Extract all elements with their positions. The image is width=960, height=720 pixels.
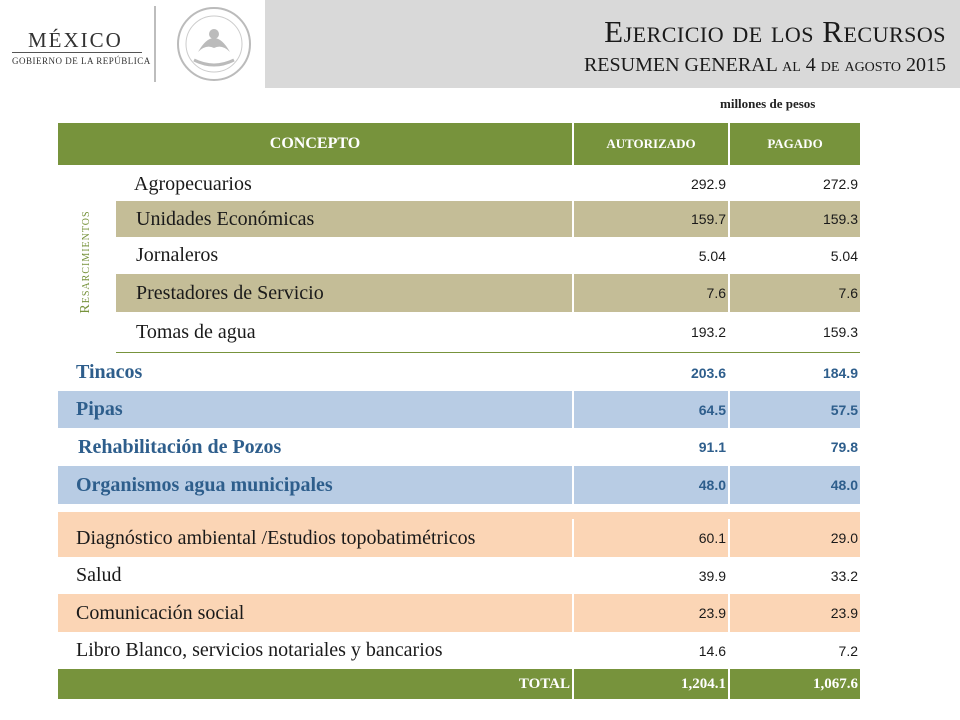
page-subtitle: RESUMEN GENERAL al 4 de agosto 2015: [583, 54, 946, 76]
row-label: Salud: [76, 564, 122, 586]
row-label: Jornaleros: [136, 244, 219, 266]
row-label: Tinacos: [76, 361, 143, 383]
row-label: Tomas de agua: [136, 320, 256, 343]
pagado-value: 5.04: [830, 247, 858, 264]
pagado-value: 272.9: [822, 176, 858, 192]
autorizado-value: 5.04: [698, 247, 726, 264]
table-row: [58, 632, 860, 669]
pagado-value: 159.3: [822, 324, 858, 340]
autorizado-value: 91.1: [698, 439, 726, 455]
row-label: Prestadores de Servicio: [136, 281, 324, 304]
autorizado-value: 292.9: [690, 176, 726, 192]
column-header-concepto: CONCEPTO: [58, 123, 572, 165]
table-row: [58, 201, 860, 237]
pagado-value: 23.9: [830, 605, 858, 621]
table-row: [58, 428, 860, 466]
table-row: [58, 391, 860, 428]
pagado-value: 159.3: [822, 211, 858, 227]
row-label: Comunicación social: [76, 601, 245, 624]
column-header-autorizado: AUTORIZADO: [574, 123, 728, 165]
units-label: millones de pesos: [720, 96, 816, 111]
logo-subtitle: GOBIERNO DE LA REPÚBLICA: [12, 56, 151, 66]
row-label: Diagnóstico ambiental /Estudios topobatimétricos: [76, 526, 476, 549]
total-row: [58, 669, 860, 699]
total-autorizado-value: 1,204.1: [681, 675, 726, 692]
autorizado-value: 60.1: [698, 530, 726, 546]
section-spacer: [58, 512, 860, 519]
table-row: [58, 312, 860, 352]
autorizado-value: 193.2: [690, 324, 726, 340]
coat-of-arms-seal-icon: [168, 4, 260, 84]
autorizado-value: 23.9: [698, 605, 726, 621]
table-row: [58, 557, 860, 594]
pagado-value: 7.2: [838, 642, 858, 659]
row-label: Pipas: [76, 398, 123, 420]
pagado-value: 48.0: [830, 477, 858, 493]
total-label: TOTAL: [518, 675, 570, 692]
autorizado-value: 64.5: [698, 401, 726, 418]
column-header-pagado: PAGADO: [730, 123, 860, 165]
row-label: Organismos agua municipales: [76, 473, 333, 496]
autorizado-value: 39.9: [698, 567, 726, 584]
logo-vertical-divider: [154, 6, 156, 82]
pagado-value: 57.5: [830, 401, 858, 418]
table-row: [58, 237, 860, 274]
total-pagado-value: 1,067.6: [813, 675, 858, 692]
pagado-value: 29.0: [830, 530, 858, 546]
pagado-value: 7.6: [838, 285, 858, 301]
logo-divider-line: [12, 52, 142, 53]
row-label: Unidades Económicas: [136, 207, 315, 230]
pagado-value: 33.2: [830, 567, 858, 584]
table-row: [58, 519, 860, 557]
autorizado-value: 14.6: [698, 642, 726, 659]
row-label: Libro Blanco, servicios notariales y bancarios: [76, 639, 443, 661]
group-divider-line: [116, 352, 860, 353]
table-row: [58, 354, 860, 391]
table-row: [58, 167, 860, 201]
autorizado-value: 203.6: [690, 364, 726, 381]
pagado-value: 79.8: [830, 439, 858, 455]
row-label: Agropecuarios: [134, 172, 252, 195]
table-row: [58, 466, 860, 504]
autorizado-value: 7.6: [706, 285, 726, 301]
page-title: Ejercicio de los Recursos: [604, 14, 946, 49]
pagado-value: 184.9: [822, 364, 858, 381]
autorizado-value: 159.7: [690, 211, 726, 227]
table-row: [58, 274, 860, 312]
table-row: [58, 594, 860, 632]
row-label: Rehabilitación de Pozos: [78, 435, 282, 458]
group-label-resarcimientos: Resarcimientos: [78, 210, 93, 314]
autorizado-value: 48.0: [698, 477, 726, 493]
logo-title: MÉXICO: [28, 28, 123, 52]
